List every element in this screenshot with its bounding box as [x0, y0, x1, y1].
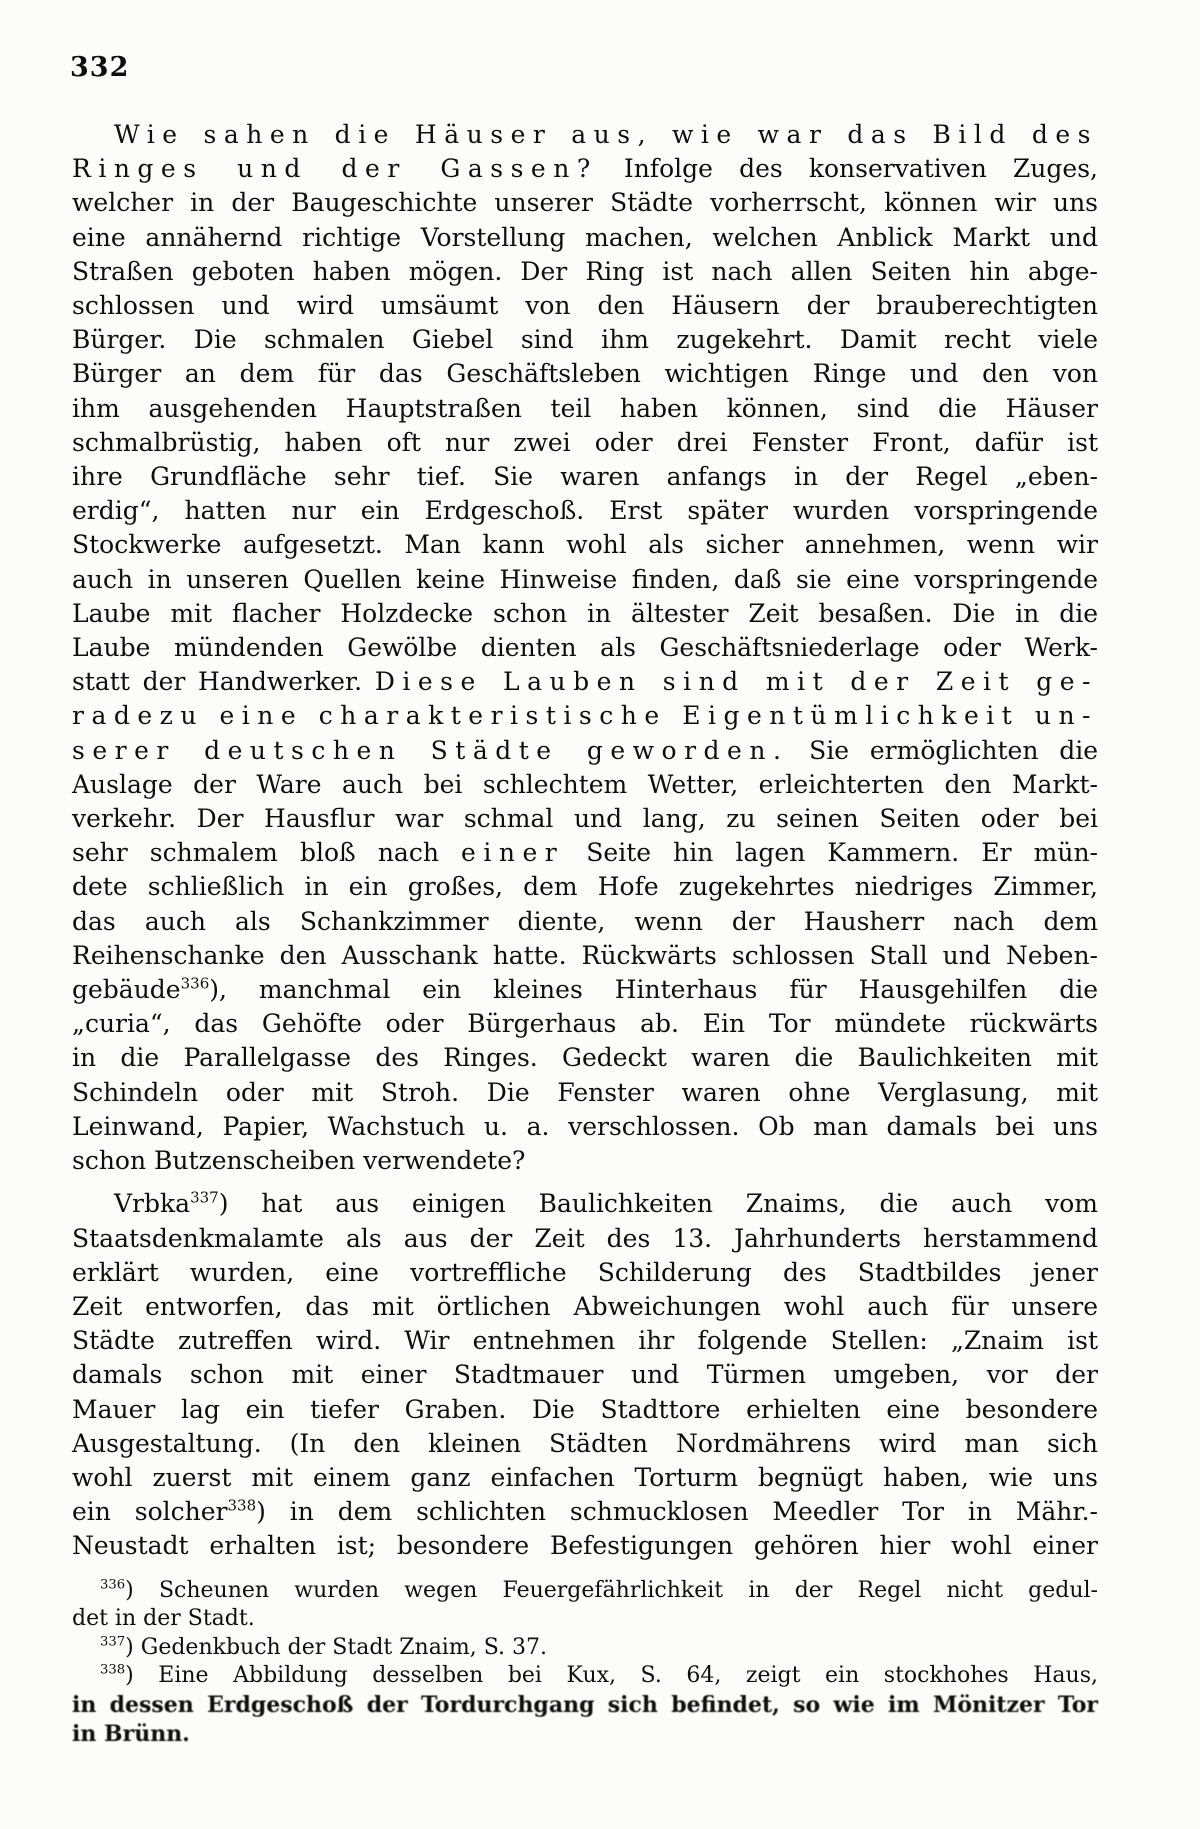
text-line — [72, 460, 1098, 494]
text-line — [72, 1290, 1098, 1324]
text-line — [72, 802, 1098, 836]
text-segment: Zeit entworfen, das mit örtlichen Abweichungen wohl auch für unsere — [72, 1291, 1098, 1321]
emphasized-text-segment: Ringes und der Gassen? — [72, 154, 598, 184]
text-segment: det in der Stadt. — [72, 1606, 255, 1632]
text-segment: ) in dem schlichten schmucklosen Meedler Tor in Mähr.- — [256, 1497, 1098, 1527]
page-number: 332 — [70, 52, 130, 83]
text-line — [72, 1393, 1098, 1427]
text-segment: in Brünn. — [72, 1720, 190, 1747]
text-segment: damals schon mit einer Stadtmauer und Türmen umgeben, vor der — [72, 1360, 1098, 1390]
text-line — [72, 836, 1098, 870]
text-line — [72, 1187, 1098, 1221]
footnote-marker: 336 — [100, 1577, 126, 1593]
text-segment: in die Parallelgasse des Ringes. Gedeckt waren die Baulichkeiten mit — [72, 1043, 1098, 1073]
text-line — [72, 1461, 1098, 1495]
text-block — [72, 118, 1098, 1748]
text-segment: das auch als Schankzimmer diente, wenn der Hausherr nach dem — [72, 906, 1098, 936]
text-line — [72, 699, 1098, 733]
text-line — [72, 1144, 1098, 1178]
text-segment: Staatsdenkmalamte als aus der Zeit des 13. Jahrhunderts herstammend — [72, 1223, 1098, 1253]
text-segment: ) hat aus einigen Baulichkeiten Znaims, die auch vom — [218, 1189, 1098, 1219]
text-segment: schlossen und wird umsäumt von den Häusern der brauberechtigten — [72, 291, 1098, 321]
text-line — [72, 905, 1098, 939]
text-line — [72, 734, 1098, 768]
text-segment: erklärt wurden, eine vortreffliche Schilderung des Stadtbildes jener — [72, 1257, 1098, 1287]
text-segment: erdig“, hatten nur ein Erdgeschoß. Erst später wurden vorspringende — [72, 496, 1098, 526]
emphasized-text-segment: Wie sahen die Häuser aus, wie war das Bild des — [114, 120, 1098, 149]
text-segment: Städte zutreffen wird. Wir entnehmen ihr folgende Stellen: „Znaim ist — [72, 1326, 1098, 1356]
text-line — [72, 1324, 1098, 1358]
text-line — [72, 1041, 1098, 1075]
text-segment: Neustadt erhalten ist; besondere Befestigungen gehören hier wohl einer — [72, 1531, 1098, 1561]
paragraph-vrbka-znaim — [72, 1187, 1098, 1563]
footnotes-section — [72, 1577, 1098, 1749]
text-segment: sehr schmalem bloß nach — [72, 838, 462, 868]
text-segment: verkehr. Der Hausflur war schmal und lang, zu seinen Seiten oder bei — [72, 804, 1098, 834]
text-line — [72, 186, 1098, 220]
footnote-marker: 338 — [227, 1496, 257, 1515]
emphasized-text-segment: serer deutschen Städte geworden. — [72, 735, 789, 765]
text-segment: „curia“, das Gehöfte oder Bürgerhaus ab. Ein Tor mündete rückwärts — [72, 1009, 1098, 1039]
footnote-line — [72, 1691, 1098, 1720]
text-segment: welcher in der Baugeschichte unserer Städte vorherrscht, können wir uns — [72, 188, 1098, 218]
text-segment: Seite hin lagen Kammern. Er mün- — [564, 838, 1098, 868]
footnote-line — [72, 1720, 1098, 1749]
footnote-marker: 337 — [100, 1634, 126, 1650]
text-line — [72, 1358, 1098, 1392]
text-line — [72, 1076, 1098, 1110]
footnote-marker: 336 — [180, 974, 210, 993]
text-segment: Stockwerke aufgesetzt. Man kann wohl als sicher annehmen, wenn wir — [72, 530, 1098, 560]
text-line — [72, 152, 1098, 186]
text-line — [72, 392, 1098, 426]
text-segment: Infolge des konservativen Zuges, — [597, 154, 1098, 184]
footnote-line — [72, 1634, 1098, 1663]
text-line — [72, 118, 1098, 152]
emphasized-text-segment: Diese Lauben sind mit der Zeit ge- — [374, 667, 1099, 697]
text-segment: schmalbrüstig, haben oft nur zwei oder drei Fenster Front, dafür ist — [72, 427, 1098, 457]
text-segment: Straßen geboten haben mögen. Der Ring ist nach allen Seiten hin abge- — [72, 256, 1098, 286]
text-segment: ) Eine Abbildung desselben bei Kux, S. 64, zeigt ein stockhohes Haus, — [125, 1663, 1098, 1689]
text-line — [72, 1529, 1098, 1563]
text-line — [72, 528, 1098, 562]
text-segment: Vrbka — [114, 1189, 191, 1219]
text-line — [72, 939, 1098, 973]
text-line — [72, 665, 1098, 699]
text-segment: Mauer lag ein tiefer Graben. Die Stadttore erhielten eine besondere — [72, 1394, 1098, 1424]
emphasized-text-segment: einer — [461, 838, 565, 868]
text-segment: Laube mündenden Gewölbe dienten als Geschäftsniederlage oder Werk- — [72, 633, 1098, 663]
text-line — [72, 1007, 1098, 1041]
text-segment: wohl zuerst mit einem ganz einfachen Torturm begnügt haben, wie uns — [72, 1462, 1098, 1492]
text-segment: schon Butzenscheiben verwendete? — [72, 1146, 526, 1176]
text-segment: ein solcher — [72, 1497, 228, 1527]
text-line — [72, 357, 1098, 391]
text-line — [72, 494, 1098, 528]
footnote-line — [72, 1577, 1098, 1606]
text-line — [72, 1110, 1098, 1144]
text-segment: Bürger an dem für das Geschäftsleben wichtigen Ringe und den von — [72, 359, 1098, 389]
footnote-line — [72, 1605, 1098, 1634]
text-line — [72, 973, 1098, 1007]
text-line — [72, 255, 1098, 289]
text-line — [72, 768, 1098, 802]
footnote-marker: 337 — [190, 1188, 219, 1207]
text-segment: auch in unseren Quellen keine Hinweise finden, daß sie eine vorspringende — [72, 564, 1098, 594]
text-line — [72, 426, 1098, 460]
text-segment: Reihenschanke den Ausschank hatte. Rückwärts schlossen Stall und Neben- — [72, 940, 1098, 970]
footnote-marker: 338 — [100, 1662, 126, 1678]
text-segment: ihre Grundfläche sehr tief. Sie waren anfangs in der Regel „eben- — [72, 462, 1098, 492]
text-line — [72, 1427, 1098, 1461]
text-segment: ) Scheunen wurden wegen Feuergefährlichkeit in der Regel nicht gedul- — [125, 1577, 1098, 1603]
emphasized-text-segment: radezu eine charakteristische Eigentümlichkeit un- — [72, 701, 1098, 731]
text-line — [72, 1222, 1098, 1256]
text-segment: statt der Handwerker. — [72, 667, 375, 697]
text-segment: Ausgestaltung. (In den kleinen Städten Nordmährens wird man sich — [72, 1428, 1098, 1458]
text-segment: eine annähernd richtige Vorstellung machen, welchen Anblick Markt und — [72, 222, 1098, 252]
text-segment: Sie ermöglichten die — [788, 735, 1098, 765]
text-line — [72, 1256, 1098, 1290]
text-line — [72, 870, 1098, 904]
text-segment: Schindeln oder mit Stroh. Die Fenster waren ohne Verglasung, mit — [72, 1077, 1098, 1107]
text-line — [72, 597, 1098, 631]
paragraph-houses-description — [72, 118, 1098, 1178]
text-segment: ) Gedenkbuch der Stadt Znaim, S. 37. — [125, 1634, 547, 1660]
text-line — [72, 1495, 1098, 1529]
text-segment: Laube mit flacher Holzdecke schon in ältester Zeit besaßen. Die in die — [72, 598, 1098, 628]
text-segment: Leinwand, Papier, Wachstuch u. a. verschlossen. Ob man damals bei uns — [72, 1111, 1098, 1141]
text-segment: gebäude — [72, 975, 181, 1005]
text-line — [72, 323, 1098, 357]
text-line — [72, 221, 1098, 255]
text-segment: ), manchmal ein kleines Hinterhaus für Hausgehilfen die — [209, 975, 1098, 1005]
text-segment: ihm ausgehenden Hauptstraßen teil haben können, sind die Häuser — [72, 393, 1098, 423]
text-line — [72, 289, 1098, 323]
text-segment: dete schließlich in ein großes, dem Hofe zugekehrtes niedriges Zimmer, — [72, 872, 1098, 902]
text-segment: Auslage der Ware auch bei schlechtem Wetter, erleichterten den Markt- — [72, 769, 1098, 799]
text-line — [72, 631, 1098, 665]
text-line — [72, 563, 1098, 597]
footnote-line — [72, 1662, 1098, 1691]
text-segment: Bürger. Die schmalen Giebel sind ihm zugekehrt. Damit recht viele — [72, 325, 1098, 355]
text-segment: in dessen Erdgeschoß der Tordurchgang sich befindet, so wie im Mönitzer Tor — [72, 1691, 1098, 1718]
